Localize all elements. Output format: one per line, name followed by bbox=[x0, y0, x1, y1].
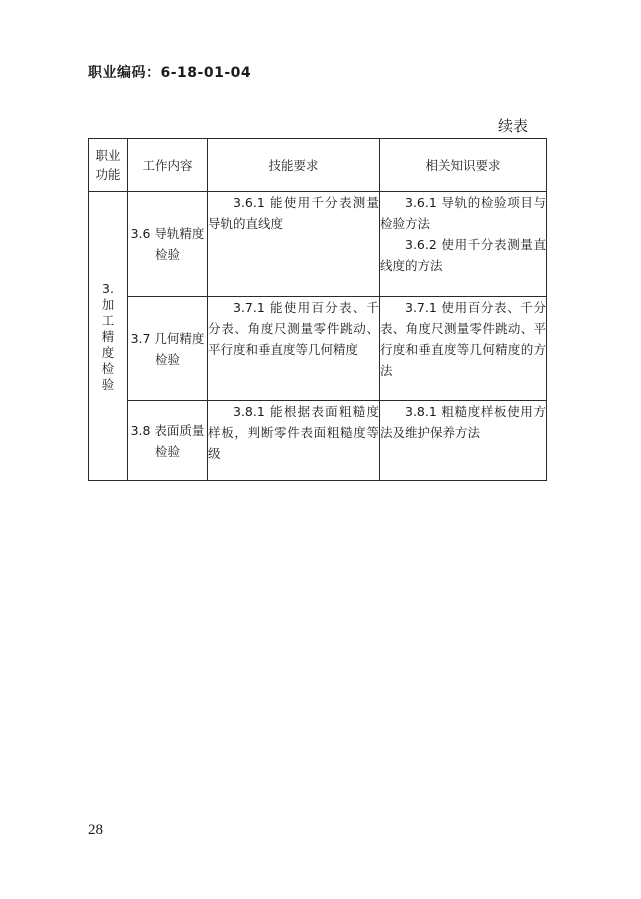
skill-cell bbox=[208, 192, 380, 297]
skill-item: 3.7.1 能使用百分表、千分表、角度尺测量零件跳动、平行度和垂直度等几何精度 bbox=[208, 300, 379, 357]
function-cell bbox=[89, 192, 128, 481]
header-skill-requirements: 技能要求 bbox=[208, 139, 380, 192]
knowledge-cell bbox=[380, 192, 547, 297]
table-row bbox=[89, 297, 547, 401]
header-work-content: 工作内容 bbox=[128, 139, 208, 192]
page-number: 28 bbox=[88, 822, 103, 838]
skill-item: 3.6.1 能使用千分表测量导轨的直线度 bbox=[208, 195, 379, 231]
function-number: 3. bbox=[102, 280, 114, 296]
table-header-row bbox=[89, 139, 547, 192]
work-content-cell: 3.8 表面质量检验 bbox=[128, 401, 208, 481]
knowledge-cell bbox=[380, 401, 547, 481]
knowledge-item: 3.6.1 导轨的检验项目与检验方法 bbox=[380, 195, 546, 231]
knowledge-item: 3.6.2 使用千分表测量直线度的方法 bbox=[380, 237, 546, 273]
continued-label: 续表 bbox=[498, 117, 529, 135]
table-row bbox=[89, 401, 547, 481]
skill-cell bbox=[208, 401, 380, 481]
header-function: 职业 功能 bbox=[89, 139, 128, 192]
work-content-cell: 3.7 几何精度检验 bbox=[128, 297, 208, 401]
table-row bbox=[89, 192, 547, 297]
knowledge-cell bbox=[380, 297, 547, 401]
skill-cell bbox=[208, 297, 380, 401]
function-name: 加工精度检验 bbox=[101, 296, 115, 392]
skills-table bbox=[88, 138, 547, 481]
knowledge-item: 3.7.1 使用百分表、千分表、角度尺测量零件跳动、平行度和垂直度等几何精度的方法 bbox=[380, 300, 546, 378]
header-knowledge-requirements: 相关知识要求 bbox=[380, 139, 547, 192]
occupation-code: 职业编码：6-18-01-04 bbox=[88, 65, 252, 81]
work-content-cell: 3.6 导轨精度检验 bbox=[128, 192, 208, 297]
knowledge-item: 3.8.1 粗糙度样板使用方法及维护保养方法 bbox=[380, 404, 546, 440]
skill-item: 3.8.1 能根据表面粗糙度样板，判断零件表面粗糙度等级 bbox=[208, 404, 379, 461]
